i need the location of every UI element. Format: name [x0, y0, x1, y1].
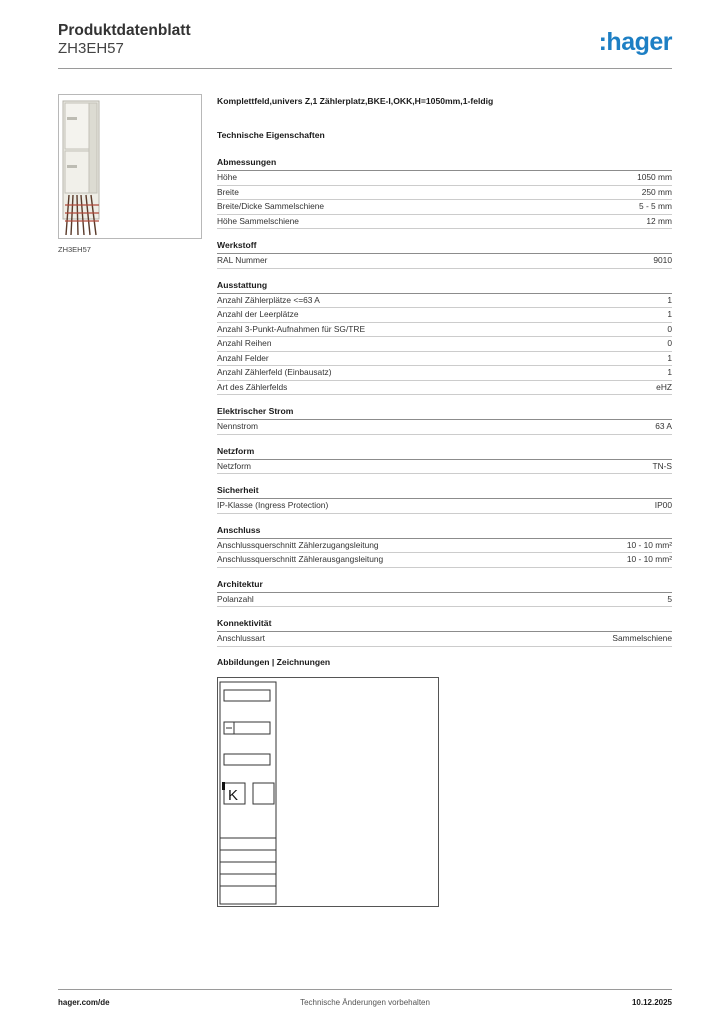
footer-note: Technische Änderungen vorbehalten — [300, 998, 430, 1007]
spec-group-werkstoff — [217, 240, 672, 269]
spec-row — [217, 323, 672, 338]
spec-label: Höhe — [217, 172, 238, 182]
spec-row — [217, 499, 672, 514]
header-divider — [58, 68, 672, 69]
spec-row — [217, 171, 672, 186]
spec-value: 1 — [667, 309, 672, 319]
spec-label: Anzahl 3-Punkt-Aufnahmen für SG/TRE — [217, 323, 366, 334]
technical-drawing — [217, 677, 439, 907]
spec-label: Anzahl der Leerplätze — [217, 309, 299, 319]
spec-value: 1050 mm — [637, 172, 672, 182]
spec-group-elektrischer-strom — [217, 406, 672, 435]
spec-value: 1 — [667, 367, 672, 377]
spec-row — [217, 254, 672, 269]
drawings-heading: Abbildungen | Zeichnungen — [217, 657, 331, 667]
spec-label: Netzform — [217, 460, 251, 471]
spec-group-title: Abmessungen — [217, 157, 672, 171]
technical-properties-heading: Technische Eigenschaften — [217, 130, 325, 140]
spec-label: Art des Zählerfelds — [217, 381, 288, 392]
page-header — [58, 22, 672, 68]
product-image-illustration — [59, 95, 201, 238]
spec-value: 10 - 10 mm² — [626, 539, 672, 550]
spec-value: eHZ — [656, 381, 672, 392]
spec-value: IP00 — [654, 500, 672, 510]
product-code: ZH3EH57 — [58, 40, 124, 57]
spec-label: RAL Nummer — [217, 255, 268, 265]
product-description: Komplettfeld,univers Z,1 Zählerplatz,BKE-I,OKK,H=1050mm,1-feldig — [217, 96, 494, 106]
spec-label: Nennstrom — [217, 421, 258, 431]
spec-group-abmessungen — [217, 157, 672, 229]
spec-row — [217, 632, 672, 647]
spec-row — [217, 366, 672, 381]
spec-value: TN-S — [652, 460, 672, 471]
spec-group-title: Anschluss — [217, 525, 672, 539]
spec-label: Breite/Dicke Sammelschiene — [217, 201, 325, 211]
spec-label: Anzahl Zählerfeld (Einbausatz) — [217, 367, 332, 377]
spec-group-title: Elektrischer Strom — [217, 406, 672, 420]
spec-group-sicherheit — [217, 485, 672, 514]
spec-group-ausstattung — [217, 280, 672, 396]
spec-row — [217, 337, 672, 352]
spec-value: 5 — [667, 593, 672, 604]
spec-label: Anzahl Felder — [217, 352, 269, 363]
spec-label: Breite — [217, 186, 239, 197]
spec-value: 1 — [667, 352, 672, 363]
main-content — [217, 95, 672, 658]
spec-value: 0 — [667, 323, 672, 334]
spec-group-architektur — [217, 579, 672, 608]
spec-row — [217, 186, 672, 201]
spec-value: 5 - 5 mm — [638, 201, 672, 211]
spec-row — [217, 553, 672, 568]
spec-value: Sammelschiene — [612, 633, 672, 643]
spec-value: 9010 — [653, 255, 672, 265]
spec-label: IP-Klasse (Ingress Protection) — [217, 500, 329, 510]
spec-row — [217, 381, 672, 396]
document-title: Produktdatenblatt — [58, 22, 191, 39]
spec-row — [217, 420, 672, 435]
spec-group-konnektivitaet — [217, 618, 672, 647]
meter-label: K — [228, 787, 239, 804]
technical-drawing-svg — [218, 678, 438, 906]
spec-label: Polanzahl — [217, 593, 254, 604]
spec-row — [217, 294, 672, 309]
footer-website-link[interactable]: hager.com/de — [58, 998, 110, 1007]
spec-label: Anzahl Reihen — [217, 338, 272, 348]
spec-group-title: Netzform — [217, 446, 672, 460]
footer-date: 10.12.2025 — [631, 998, 672, 1007]
hager-logo: :hager — [598, 28, 672, 56]
spec-group-title: Werkstoff — [217, 240, 672, 254]
spec-value: 250 mm — [641, 186, 672, 197]
spec-value: 0 — [667, 338, 672, 348]
spec-row — [217, 215, 672, 230]
spec-value: 10 - 10 mm² — [626, 554, 672, 564]
spec-group-title: Sicherheit — [217, 485, 672, 499]
footer-divider — [58, 989, 672, 990]
spec-group-title: Konnektivität — [217, 618, 672, 632]
spec-group-netzform — [217, 446, 672, 475]
product-image — [58, 94, 202, 239]
spec-row — [217, 308, 672, 323]
spec-row — [217, 352, 672, 367]
spec-label: Höhe Sammelschiene — [217, 215, 299, 226]
spec-group-title: Architektur — [217, 579, 672, 593]
spec-row — [217, 200, 672, 215]
spec-label: Anschlussart — [217, 633, 265, 643]
spec-label: Anzahl Zählerplätze <=63 A — [217, 294, 320, 305]
spec-value: 63 A — [655, 421, 672, 431]
spec-group-title: Ausstattung — [217, 280, 672, 294]
spec-row — [217, 539, 672, 554]
spec-row — [217, 460, 672, 475]
spec-value: 1 — [667, 294, 672, 305]
spec-label: Anschlussquerschnitt Zählerzugangsleitung — [217, 539, 379, 550]
spec-row — [217, 593, 672, 608]
product-image-caption: ZH3EH57 — [58, 245, 91, 254]
spec-group-anschluss — [217, 525, 672, 568]
spec-label: Anschlussquerschnitt Zählerausgangsleitung — [217, 554, 384, 564]
spec-value: 12 mm — [646, 215, 672, 226]
